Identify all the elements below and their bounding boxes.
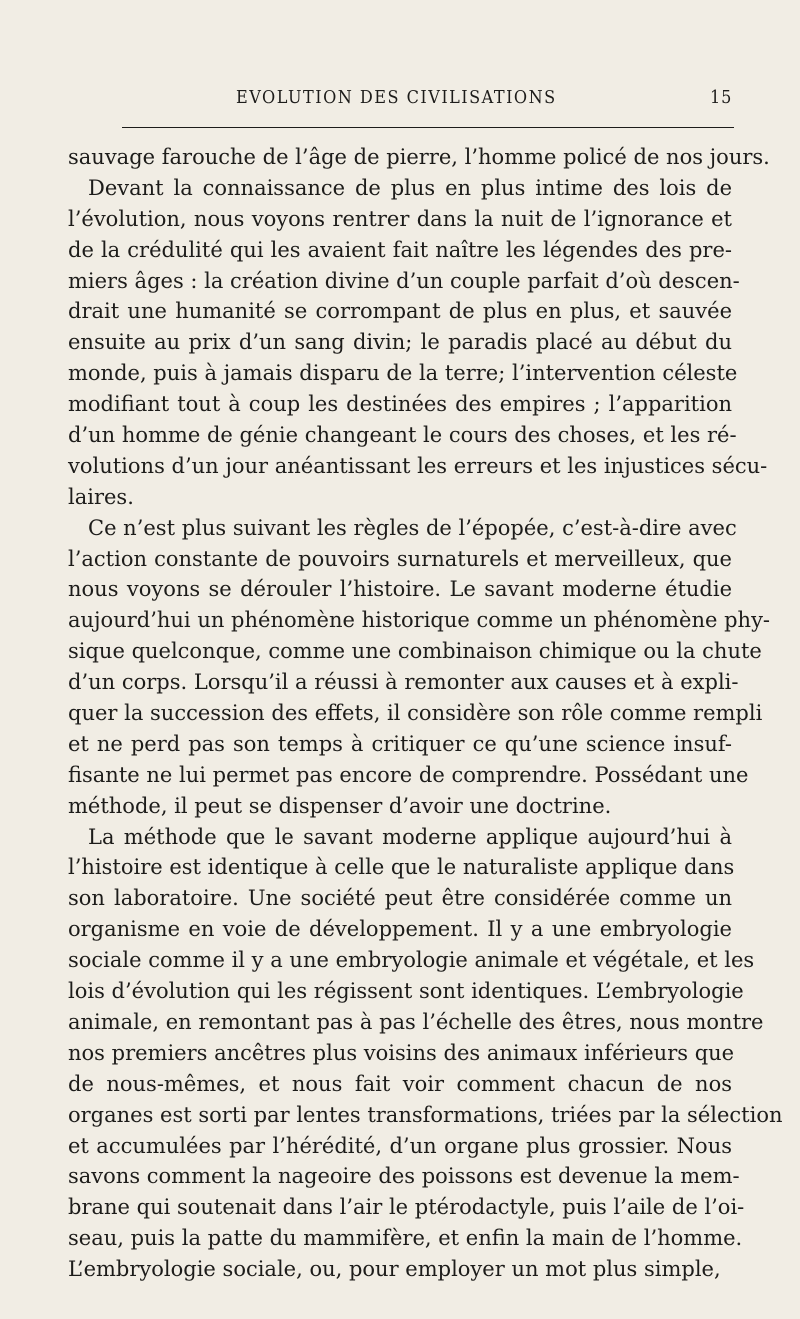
- text-line: laires.: [68, 484, 134, 509]
- paragraph: [68, 173, 768, 513]
- text-line: Ce n’est plus suivant les règles de l’épopée, c’est-à-dire avec: [88, 515, 737, 540]
- text-line: modifiant tout à coup les destinées des empires ; l’apparition: [68, 392, 732, 417]
- running-head-title: EVOLUTION DES CIVILISATIONS: [236, 88, 557, 108]
- text-line: nous voyons se dérouler l’histoire. Le savant moderne étudie: [68, 577, 732, 602]
- paragraph: [68, 822, 783, 1285]
- text-line: organes est sorti par lentes transformations, triées par la sélection: [68, 1102, 783, 1127]
- body-text: [68, 142, 783, 1285]
- text-line: quer la succession des effets, il considère son rôle comme rempli: [68, 701, 763, 726]
- text-line: l’évolution, nous voyons rentrer dans la nuit de l’ignorance et: [68, 206, 732, 231]
- text-line: Devant la connaissance de plus en plus intime des lois de: [88, 175, 732, 200]
- running-head: [110, 88, 732, 118]
- text-line: de la crédulité qui les avaient fait naître les légendes des pre-: [68, 237, 732, 262]
- text-line: ensuite au prix d’un sang divin; le paradis placé au début du: [68, 330, 732, 355]
- text-line: organisme en voie de développement. Il y a une embryologie: [68, 917, 732, 942]
- text-line: d’un homme de génie changeant le cours des choses, et les ré-: [68, 423, 737, 448]
- paragraph: [68, 142, 770, 173]
- text-line: L’embryologie sociale, ou, pour employer un mot plus simple,: [68, 1257, 721, 1282]
- text-line: et ne perd pas son temps à critiquer ce qu’une science insuf-: [68, 731, 732, 756]
- text-line: volutions d’un jour anéantissant les erreurs et les injustices sécu-: [68, 453, 768, 478]
- text-line: drait une humanité se corrompant de plus en plus, et sauvée: [68, 299, 732, 324]
- text-line: l’histoire est identique à celle que le naturaliste applique dans: [68, 855, 735, 880]
- text-line: nos premiers ancêtres plus voisins des animaux inférieurs que: [68, 1040, 735, 1065]
- text-line: d’un corps. Lorsqu’il a réussi à remonter aux causes et à expli-: [68, 670, 739, 695]
- text-line: son laboratoire. Une société peut être considérée comme un: [68, 886, 732, 911]
- text-line: brane qui soutenait dans l’air le ptérodactyle, puis l’aile de l’oi-: [68, 1195, 745, 1220]
- page-number: 15: [709, 88, 732, 108]
- text-line: aujourd’hui un phénomène historique comme un phénomène phy-: [68, 608, 771, 633]
- text-line: lois d’évolution qui les régissent sont identiques. L’embryologie: [68, 979, 744, 1004]
- text-line: de nous-mêmes, et nous fait voir comment chacun de nos: [68, 1071, 732, 1096]
- text-line: miers âges : la création divine d’un couple parfait d’où descen-: [68, 268, 740, 293]
- text-line: monde, puis à jamais disparu de la terre; l’intervention céleste: [68, 361, 738, 386]
- text-line: et accumulées par l’hérédité, d’un organe plus grossier. Nous: [68, 1133, 732, 1158]
- text-line: sauvage farouche de l’âge de pierre, l’homme policé de nos jours.: [68, 145, 770, 169]
- header-rule: [122, 127, 734, 128]
- text-line: méthode, il peut se dispenser d’avoir une doctrine.: [68, 793, 612, 818]
- text-line: l’action constante de pouvoirs surnaturels et merveilleux, que: [68, 546, 732, 571]
- text-line: savons comment la nageoire des poissons est devenue la mem-: [68, 1164, 740, 1189]
- text-line: sociale comme il y a une embryologie animale et végétale, et les: [68, 948, 755, 973]
- paragraph: [68, 513, 771, 822]
- text-line: animale, en remontant pas à pas l’échelle des êtres, nous montre: [68, 1009, 764, 1034]
- text-line: seau, puis la patte du mammifère, et enfin la main de l’homme.: [68, 1226, 743, 1251]
- text-line: La méthode que le savant moderne applique aujourd’hui à: [88, 824, 732, 849]
- text-line: sique quelconque, comme une combinaison chimique ou la chute: [68, 639, 762, 664]
- text-line: fisante ne lui permet pas encore de comprendre. Possédant une: [68, 762, 749, 787]
